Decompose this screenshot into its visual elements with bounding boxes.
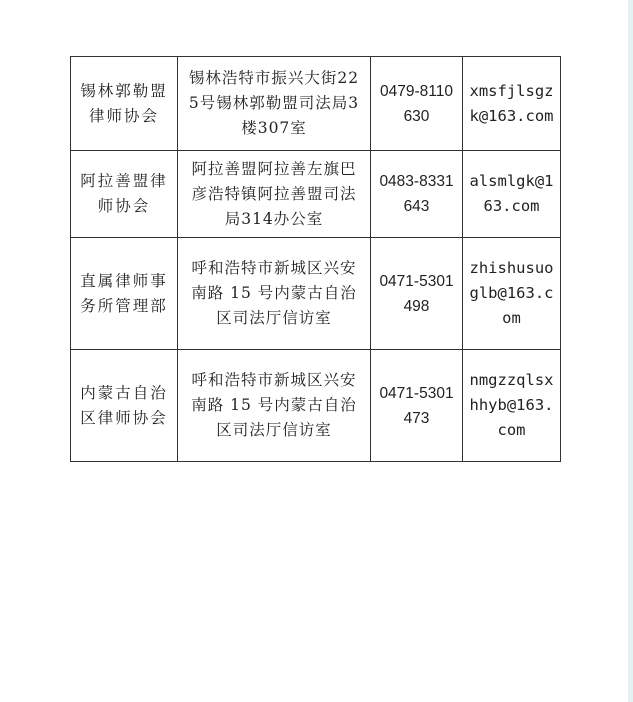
cell-email [463, 151, 561, 238]
email-address: alsmlgk@163.com [469, 172, 554, 215]
table-row [71, 151, 561, 238]
cell-phone [371, 57, 463, 151]
cell-address [178, 238, 371, 350]
table-row [71, 57, 561, 151]
phone-number: 0471-5301498 [379, 272, 454, 315]
page-edge-strip [628, 0, 633, 702]
table-row [71, 350, 561, 462]
phone-number: 0483-8331643 [379, 173, 454, 215]
email-address: zhishusuoglb@163.com [469, 259, 554, 327]
cell-phone [371, 151, 463, 238]
cell-email [463, 57, 561, 151]
cell-address [178, 151, 371, 238]
cell-email [463, 350, 561, 462]
cell-organization [71, 57, 178, 151]
cell-address [178, 57, 371, 151]
address-text: 阿拉善盟阿拉善左旗巴彦浩特镇阿拉善盟司法局314办公室 [191, 159, 357, 228]
address-text: 呼和浩特市新城区兴安南路 15 号内蒙古自治区司法厅信访室 [191, 371, 357, 439]
email-address: xmsfjlsgzk@163.com [469, 81, 554, 125]
cell-phone [371, 350, 463, 462]
phone-number: 0479-8110630 [380, 82, 453, 125]
cell-address [178, 350, 371, 462]
organization-name: 锡林郭勒盟律师协会 [80, 81, 168, 125]
cell-organization [71, 350, 178, 462]
organization-name: 阿拉善盟律师协会 [80, 172, 168, 215]
organization-name: 内蒙古自治区律师协会 [80, 383, 168, 427]
phone-number: 0471-5301473 [379, 384, 454, 427]
table-row [71, 238, 561, 350]
address-text: 呼和浩特市新城区兴安南路 15 号内蒙古自治区司法厅信访室 [191, 259, 357, 327]
contact-table [70, 56, 561, 462]
cell-email [463, 238, 561, 350]
cell-organization [71, 238, 178, 350]
organization-name: 直属律师事务所管理部 [80, 271, 168, 315]
email-address: nmgzzqlsxhhyb@163.com [469, 371, 554, 439]
cell-organization [71, 151, 178, 238]
address-text: 锡林浩特市振兴大街225号锡林郭勒盟司法局3楼307室 [188, 69, 360, 137]
cell-phone [371, 238, 463, 350]
